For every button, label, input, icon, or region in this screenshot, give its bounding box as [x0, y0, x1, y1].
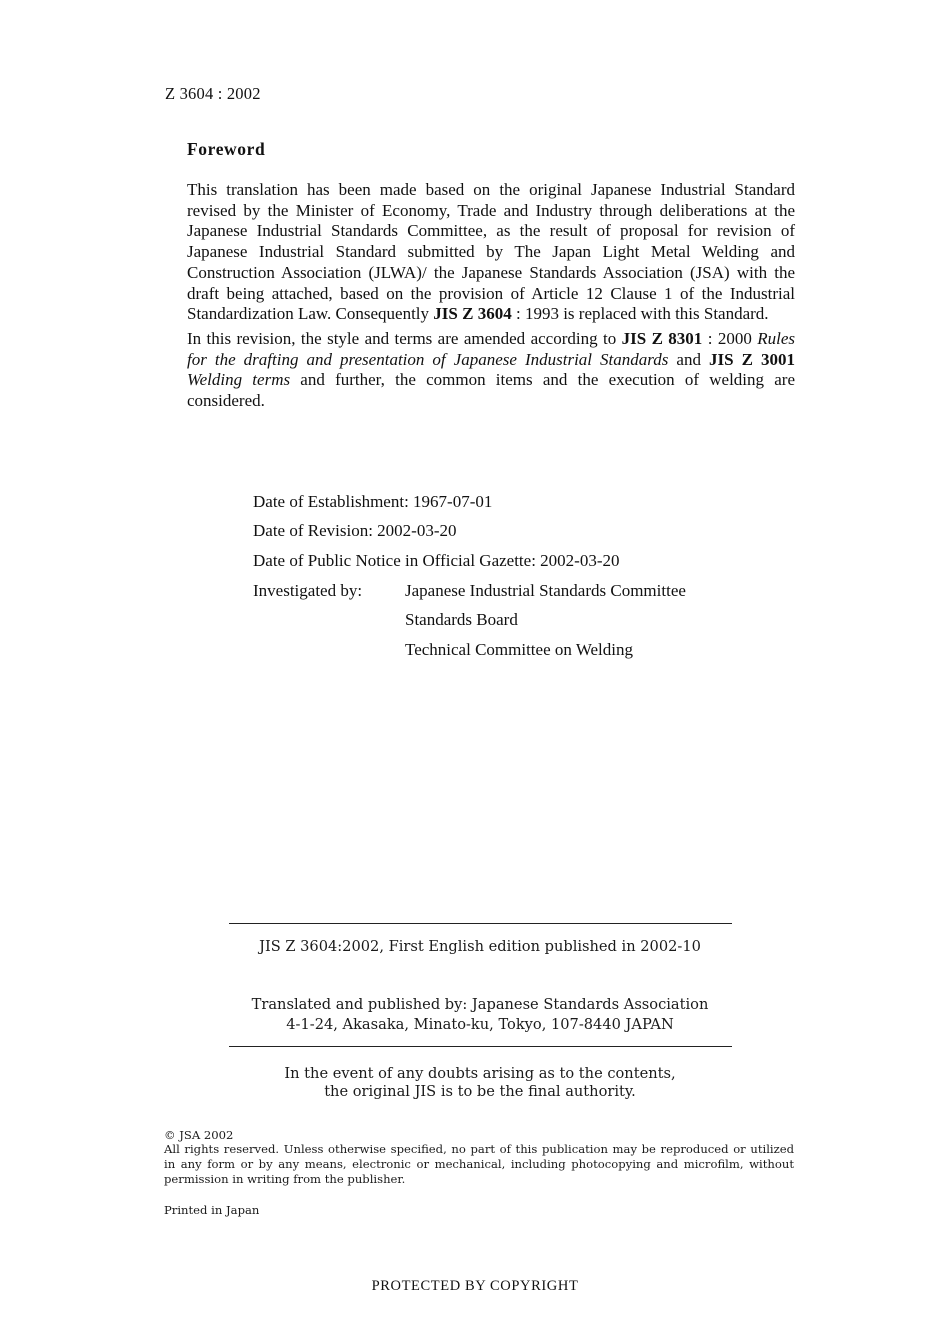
date-of-revision: Date of Revision: 2002-03-20 [253, 521, 457, 540]
foreword-paragraph-2 [187, 329, 795, 412]
divider-bottom [229, 1046, 732, 1047]
para2-text-i: and further, the common items and the execution of welding are considered. [187, 370, 795, 411]
divider-top [229, 923, 732, 924]
protected-footer: PROTECTED BY COPYRIGHT [371, 1278, 579, 1294]
para2-title-1: Rules for the drafting and presentation of Japanese Industrial Standards [187, 328, 795, 369]
foreword-paragraph-1 [187, 180, 795, 325]
investigated-by-technical-committee: Technical Committee on Welding [405, 640, 633, 659]
authority-note-line-2: the original JIS is to be the final authority. [324, 1083, 636, 1100]
foreword-heading: Foreword [187, 139, 266, 159]
investigated-by-board: Standards Board [405, 610, 518, 629]
para2-jis-ref-2: JIS Z 3001 [709, 349, 795, 369]
authority-note-line-1: In the event of any doubts arising as to the contents, [284, 1065, 676, 1082]
edition-line: JIS Z 3604:2002, First English edition published in 2002-10 [259, 938, 701, 955]
para1-text-a: This translation has been made based on the original Japanese Industrial Standard revised by the Minister of Economy, Trade and Industry through deliberations at the Japanese Industrial Standards Committee, as the result of proposal for revision of Japanese Industrial Standard submitted by The Japan Light Metal Welding and Construction Association (JLWA)/ the Japanese Standards Association (JSA) with the draft being attached, based on the provision of Article 12 Clause 1 of the Industrial Standardization Law. Consequently [187, 180, 795, 324]
copyright-notice: © JSA 2002 [164, 1128, 234, 1142]
copyright-rights: All rights reserved. Unless otherwise specified, no part of this publication may be reproduced or utilized in any form or by any means, electronic or mechanical, including photocopying and microfilm, without permission in writing from the publisher. [164, 1142, 794, 1186]
standard-code: Z 3604 : 2002 [165, 84, 261, 103]
date-of-establishment: Date of Establishment: 1967-07-01 [253, 492, 493, 511]
para1-text-c: : 1993 is replaced with this Standard. [511, 304, 769, 324]
para2-text-e: and [668, 349, 710, 369]
investigated-by-committee: Japanese Industrial Standards Committee [405, 581, 686, 600]
para2-jis-ref-1: JIS Z 8301 [621, 328, 703, 348]
para1-jis-ref: JIS Z 3604 [433, 304, 512, 324]
publisher-address: 4-1-24, Akasaka, Minato-ku, Tokyo, 107-8440 JAPAN [286, 1016, 674, 1033]
para2-text-c: : 2000 [702, 328, 758, 348]
para2-title-2: Welding terms [187, 370, 291, 390]
publisher-line: Translated and published by: Japanese Standards Association [251, 996, 709, 1013]
para2-text-a: In this revision, the style and terms are amended according to [187, 328, 622, 348]
printed-in: Printed in Japan [164, 1203, 260, 1217]
foreword-body [187, 180, 795, 412]
date-of-public-notice: Date of Public Notice in Official Gazette: 2002-03-20 [253, 551, 620, 570]
investigated-by-label: Investigated by: [253, 581, 363, 600]
